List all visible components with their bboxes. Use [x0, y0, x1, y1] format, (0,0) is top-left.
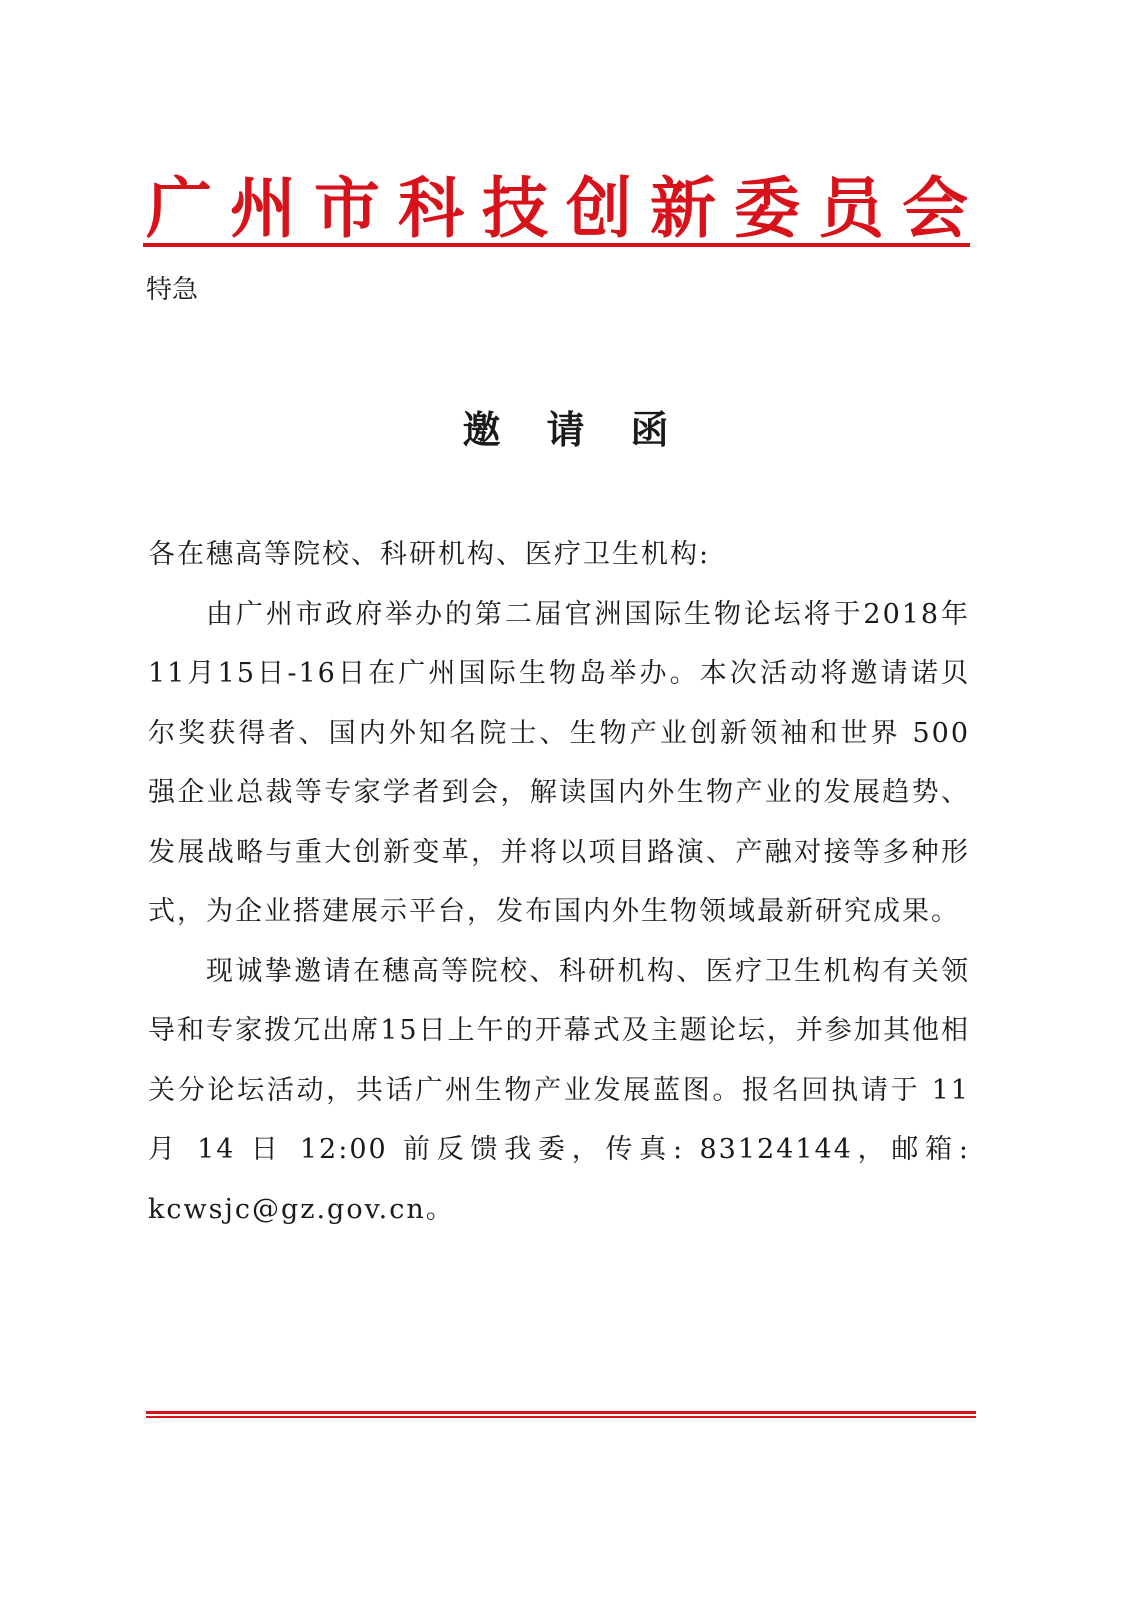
paragraph-invitation: 现诚挚邀请在穗高等院校、科研机构、医疗卫生机构有关领导和专家拨冗出席15日上午的开幕式及主题论坛，并参加其他相关分论坛活动，共话广州生物产业发展蓝图。报名回执请于 11 月 14 日 12:00 前反馈我委，传真: 83124144，邮箱: kcwsjc@gz.gov.cn。	[148, 955, 970, 1225]
urgency-mark: 特急	[146, 275, 199, 305]
paragraph-forum-intro: 由广州市政府举办的第二届官洲国际生物论坛将于2018年11月15日-16日在广州国际生物岛举办。本次活动将邀请诺贝尔奖获得者、国内外知名院士、生物产业创新领袖和世界 500 强企业总裁等专家学者到会，解读国内外生物产业的发展趋势、发展战略与重大创新变革，并将以项目路演、产融对接等多种形式，为企业搭建展示平台，发布国内外生物领域最新研究成果。	[148, 598, 970, 927]
letter-body	[148, 525, 970, 1239]
salutation: 各在穗高等院校、科研机构、医疗卫生机构:	[148, 539, 711, 570]
letterhead-divider	[143, 243, 970, 247]
letterhead-organization: 广州市科技创新委员会	[146, 169, 986, 247]
document-title: 邀请函	[462, 407, 715, 452]
footer-divider	[146, 1411, 976, 1418]
footer-divider-thin	[146, 1416, 976, 1418]
footer-divider-thick	[146, 1411, 976, 1414]
